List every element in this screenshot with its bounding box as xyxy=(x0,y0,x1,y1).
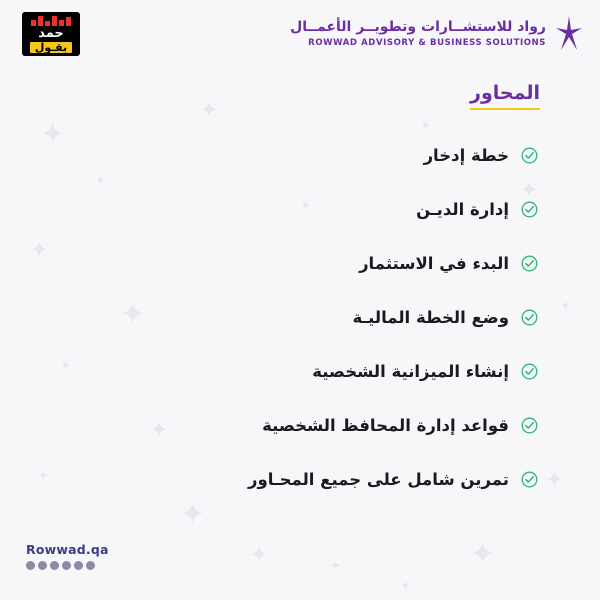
brand-name-arabic: رواد للاستشــارات وتطويــر الأعمــال xyxy=(290,18,546,35)
list-item-label: البدء في الاستثمار xyxy=(359,253,509,273)
check-circle-icon xyxy=(521,417,538,434)
footer xyxy=(26,542,109,570)
rowwad-star-icon xyxy=(556,16,582,50)
list-item xyxy=(62,290,538,344)
brand-text xyxy=(290,19,546,48)
instagram-icon xyxy=(50,561,59,570)
list-item-label: إنشاء الميزانية الشخصية xyxy=(312,361,509,381)
list-item xyxy=(62,452,538,506)
brand-lockup xyxy=(290,16,582,50)
check-circle-icon xyxy=(521,201,538,218)
list-item xyxy=(62,182,538,236)
topics-list xyxy=(0,128,600,506)
list-item xyxy=(62,344,538,398)
check-circle-icon xyxy=(521,147,538,164)
list-item-label: قواعد إدارة المحافظ الشخصية xyxy=(262,415,509,435)
brand-name-english: ROWWAD ADVISORY & BUSINESS SOLUTIONS xyxy=(308,37,546,48)
social-icons xyxy=(26,561,109,570)
facebook-icon xyxy=(26,561,35,570)
logo-line-2: بقـول xyxy=(30,42,72,53)
youtube-icon xyxy=(62,561,71,570)
hamad-logo-badge xyxy=(22,12,80,56)
check-circle-icon xyxy=(521,363,538,380)
list-item-label: تمرين شامل على جميع المحـاور xyxy=(248,469,509,489)
twitter-icon xyxy=(38,561,47,570)
sparkle-background: ✦ ✦ ✦ ✦ ✦ ✦ ✦ ✦ ✦ ✦ ✦ ✦ ✦ ✦ ✦ ✦ ✦ ✦ xyxy=(30,98,571,594)
snapchat-icon xyxy=(86,561,95,570)
header xyxy=(0,0,600,70)
list-item xyxy=(62,236,538,290)
check-circle-icon xyxy=(521,471,538,488)
list-item xyxy=(62,128,538,182)
list-item-label: إدارة الديـن xyxy=(416,199,509,219)
website-url: Rowwad.qa xyxy=(26,542,109,557)
list-item xyxy=(62,398,538,452)
list-item-label: وضع الخطة الماليـة xyxy=(352,307,509,327)
list-item-label: خطة إدخار xyxy=(423,145,509,165)
logo-line-1: حمد xyxy=(38,26,64,41)
check-circle-icon xyxy=(521,309,538,326)
check-circle-icon xyxy=(521,255,538,272)
page-title-text: المحاور xyxy=(470,82,540,110)
crown-icon xyxy=(31,15,71,26)
linkedin-icon xyxy=(74,561,83,570)
page-title xyxy=(470,82,540,110)
